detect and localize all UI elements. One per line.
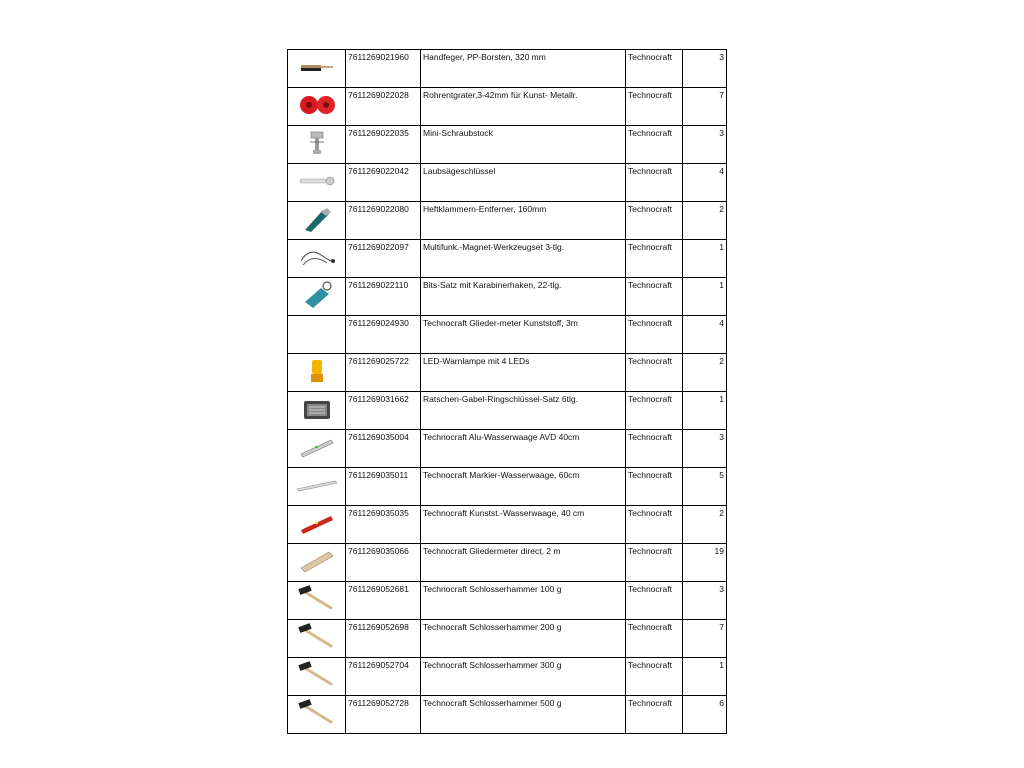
quantity-cell: 1 bbox=[683, 278, 727, 316]
ean-cell: 7611269022035 bbox=[346, 126, 421, 164]
wrench-case-icon bbox=[288, 395, 345, 426]
product-image-cell bbox=[288, 50, 346, 88]
table-row bbox=[288, 430, 727, 468]
table-row bbox=[288, 126, 727, 164]
ean-cell: 7611269052681 bbox=[346, 582, 421, 620]
hammer-icon bbox=[288, 622, 345, 655]
brand-cell: Technocraft bbox=[626, 392, 683, 430]
ean-cell: 7611269052698 bbox=[346, 620, 421, 658]
product-image-cell bbox=[288, 278, 346, 316]
description-cell: Multifunk.-Magnet-Werkzeugset 3-tlg. bbox=[421, 240, 626, 278]
quantity-cell: 6 bbox=[683, 696, 727, 734]
description-cell: Mini-Schraubstock bbox=[421, 126, 626, 164]
description-cell: Heftklammern-Entferner, 160mm bbox=[421, 202, 626, 240]
ean-cell: 7611269024930 bbox=[346, 316, 421, 354]
description-cell: LED-Warnlampe mit 4 LEDs bbox=[421, 354, 626, 392]
ean-cell: 7611269022110 bbox=[346, 278, 421, 316]
table-row bbox=[288, 544, 727, 582]
description-cell: Technocraft Kunstst.-Wasserwaage, 40 cm bbox=[421, 506, 626, 544]
product-image-cell bbox=[288, 696, 346, 734]
product-image-cell bbox=[288, 468, 346, 506]
marking-level-icon bbox=[288, 477, 345, 496]
table-row bbox=[288, 392, 727, 430]
product-image-cell bbox=[288, 88, 346, 126]
description-cell: Technocraft Gliedermeter direct, 2 m bbox=[421, 544, 626, 582]
quantity-cell: 3 bbox=[683, 430, 727, 468]
brand-cell: Technocraft bbox=[626, 202, 683, 240]
product-image-cell bbox=[288, 202, 346, 240]
description-cell: Bits-Satz mit Karabinerhaken, 22-tlg. bbox=[421, 278, 626, 316]
table-row bbox=[288, 582, 727, 620]
quantity-cell: 3 bbox=[683, 126, 727, 164]
brand-cell: Technocraft bbox=[626, 658, 683, 696]
product-image-cell bbox=[288, 544, 346, 582]
pipe-deburrer-icon bbox=[288, 93, 345, 120]
magnet-tool-set-icon bbox=[288, 243, 345, 274]
brand-cell: Technocraft bbox=[626, 620, 683, 658]
hand-brush-icon bbox=[288, 57, 345, 80]
table-row bbox=[288, 88, 727, 126]
brand-cell: Technocraft bbox=[626, 50, 683, 88]
product-image-cell bbox=[288, 620, 346, 658]
product-image-cell bbox=[288, 392, 346, 430]
ean-cell: 7611269022042 bbox=[346, 164, 421, 202]
description-cell: Laubsägeschlüssel bbox=[421, 164, 626, 202]
quantity-cell: 3 bbox=[683, 50, 727, 88]
quantity-cell: 5 bbox=[683, 468, 727, 506]
table-row bbox=[288, 50, 727, 88]
brand-cell: Technocraft bbox=[626, 544, 683, 582]
brand-cell: Technocraft bbox=[626, 126, 683, 164]
description-cell: Rohrentgrater,3-42mm für Kunst- Metallr. bbox=[421, 88, 626, 126]
description-cell: Technocraft Schlosserhammer 500 g bbox=[421, 696, 626, 734]
product-image-cell bbox=[288, 126, 346, 164]
brand-cell: Technocraft bbox=[626, 354, 683, 392]
brand-cell: Technocraft bbox=[626, 240, 683, 278]
quantity-cell: 2 bbox=[683, 354, 727, 392]
quantity-cell: 3 bbox=[683, 582, 727, 620]
product-image-cell bbox=[288, 354, 346, 392]
ean-cell: 7611269021960 bbox=[346, 50, 421, 88]
description-cell: Ratschen-Gabel-Ringschlüssel-Satz 6tlg. bbox=[421, 392, 626, 430]
ean-cell: 7611269035011 bbox=[346, 468, 421, 506]
table-row bbox=[288, 658, 727, 696]
hammer-icon bbox=[288, 660, 345, 693]
product-table-body bbox=[288, 50, 727, 734]
brand-cell: Technocraft bbox=[626, 88, 683, 126]
brand-cell: Technocraft bbox=[626, 506, 683, 544]
product-image-cell bbox=[288, 582, 346, 620]
description-cell: Technocraft Schlosserhammer 200 g bbox=[421, 620, 626, 658]
description-cell: Technocraft Schlosserhammer 300 g bbox=[421, 658, 626, 696]
spirit-level-alu-icon bbox=[288, 434, 345, 463]
ean-cell: 7611269052704 bbox=[346, 658, 421, 696]
led-warning-lamp-icon bbox=[288, 356, 345, 389]
product-image-cell bbox=[288, 506, 346, 544]
quantity-cell: 7 bbox=[683, 88, 727, 126]
table-row bbox=[288, 354, 727, 392]
ean-cell: 7611269035066 bbox=[346, 544, 421, 582]
description-cell: Handfeger, PP-Borsten, 320 mm bbox=[421, 50, 626, 88]
quantity-cell: 2 bbox=[683, 202, 727, 240]
ean-cell: 7611269025722 bbox=[346, 354, 421, 392]
ean-cell: 7611269035004 bbox=[346, 430, 421, 468]
quantity-cell: 7 bbox=[683, 620, 727, 658]
quantity-cell: 2 bbox=[683, 506, 727, 544]
product-image-cell bbox=[288, 240, 346, 278]
brand-cell: Technocraft bbox=[626, 164, 683, 202]
folding-rule-icon bbox=[288, 548, 345, 577]
staple-remover-icon bbox=[288, 204, 345, 237]
brand-cell: Technocraft bbox=[626, 430, 683, 468]
table-row bbox=[288, 468, 727, 506]
quantity-cell: 1 bbox=[683, 658, 727, 696]
spirit-level-plastic-icon bbox=[288, 510, 345, 539]
product-image-cell bbox=[288, 164, 346, 202]
ean-cell: 7611269035035 bbox=[346, 506, 421, 544]
table-row bbox=[288, 620, 727, 658]
ean-cell: 7611269052728 bbox=[346, 696, 421, 734]
brand-cell: Technocraft bbox=[626, 278, 683, 316]
fretsaw-key-icon bbox=[288, 174, 345, 191]
ean-cell: 7611269031662 bbox=[346, 392, 421, 430]
description-cell: Technocraft Schlosserhammer 100 g bbox=[421, 582, 626, 620]
brand-cell: Technocraft bbox=[626, 316, 683, 354]
table-row bbox=[288, 316, 727, 354]
product-image-cell bbox=[288, 658, 346, 696]
table-row bbox=[288, 202, 727, 240]
description-cell: Technocraft Markier-Wasserwaage, 60cm bbox=[421, 468, 626, 506]
hammer-icon bbox=[288, 584, 345, 617]
brand-cell: Technocraft bbox=[626, 582, 683, 620]
description-cell: Technocraft Alu-Wasserwaage AVD 40cm bbox=[421, 430, 626, 468]
bit-set-icon bbox=[288, 280, 345, 313]
table-row bbox=[288, 278, 727, 316]
quantity-cell: 19 bbox=[683, 544, 727, 582]
quantity-cell: 4 bbox=[683, 164, 727, 202]
product-image-cell bbox=[288, 430, 346, 468]
product-image-cell bbox=[288, 316, 346, 354]
product-table bbox=[287, 49, 727, 734]
ean-cell: 7611269022097 bbox=[346, 240, 421, 278]
ean-cell: 7611269022080 bbox=[346, 202, 421, 240]
brand-cell: Technocraft bbox=[626, 696, 683, 734]
table-row bbox=[288, 696, 727, 734]
mini-vise-icon bbox=[288, 128, 345, 161]
table-row bbox=[288, 164, 727, 202]
quantity-cell: 1 bbox=[683, 240, 727, 278]
ean-cell: 7611269022028 bbox=[346, 88, 421, 126]
quantity-cell: 1 bbox=[683, 392, 727, 430]
description-cell: Technocraft Glieder-meter Kunststoff, 3m bbox=[421, 316, 626, 354]
table-row bbox=[288, 240, 727, 278]
quantity-cell: 4 bbox=[683, 316, 727, 354]
table-row bbox=[288, 506, 727, 544]
hammer-icon bbox=[288, 698, 345, 731]
brand-cell: Technocraft bbox=[626, 468, 683, 506]
